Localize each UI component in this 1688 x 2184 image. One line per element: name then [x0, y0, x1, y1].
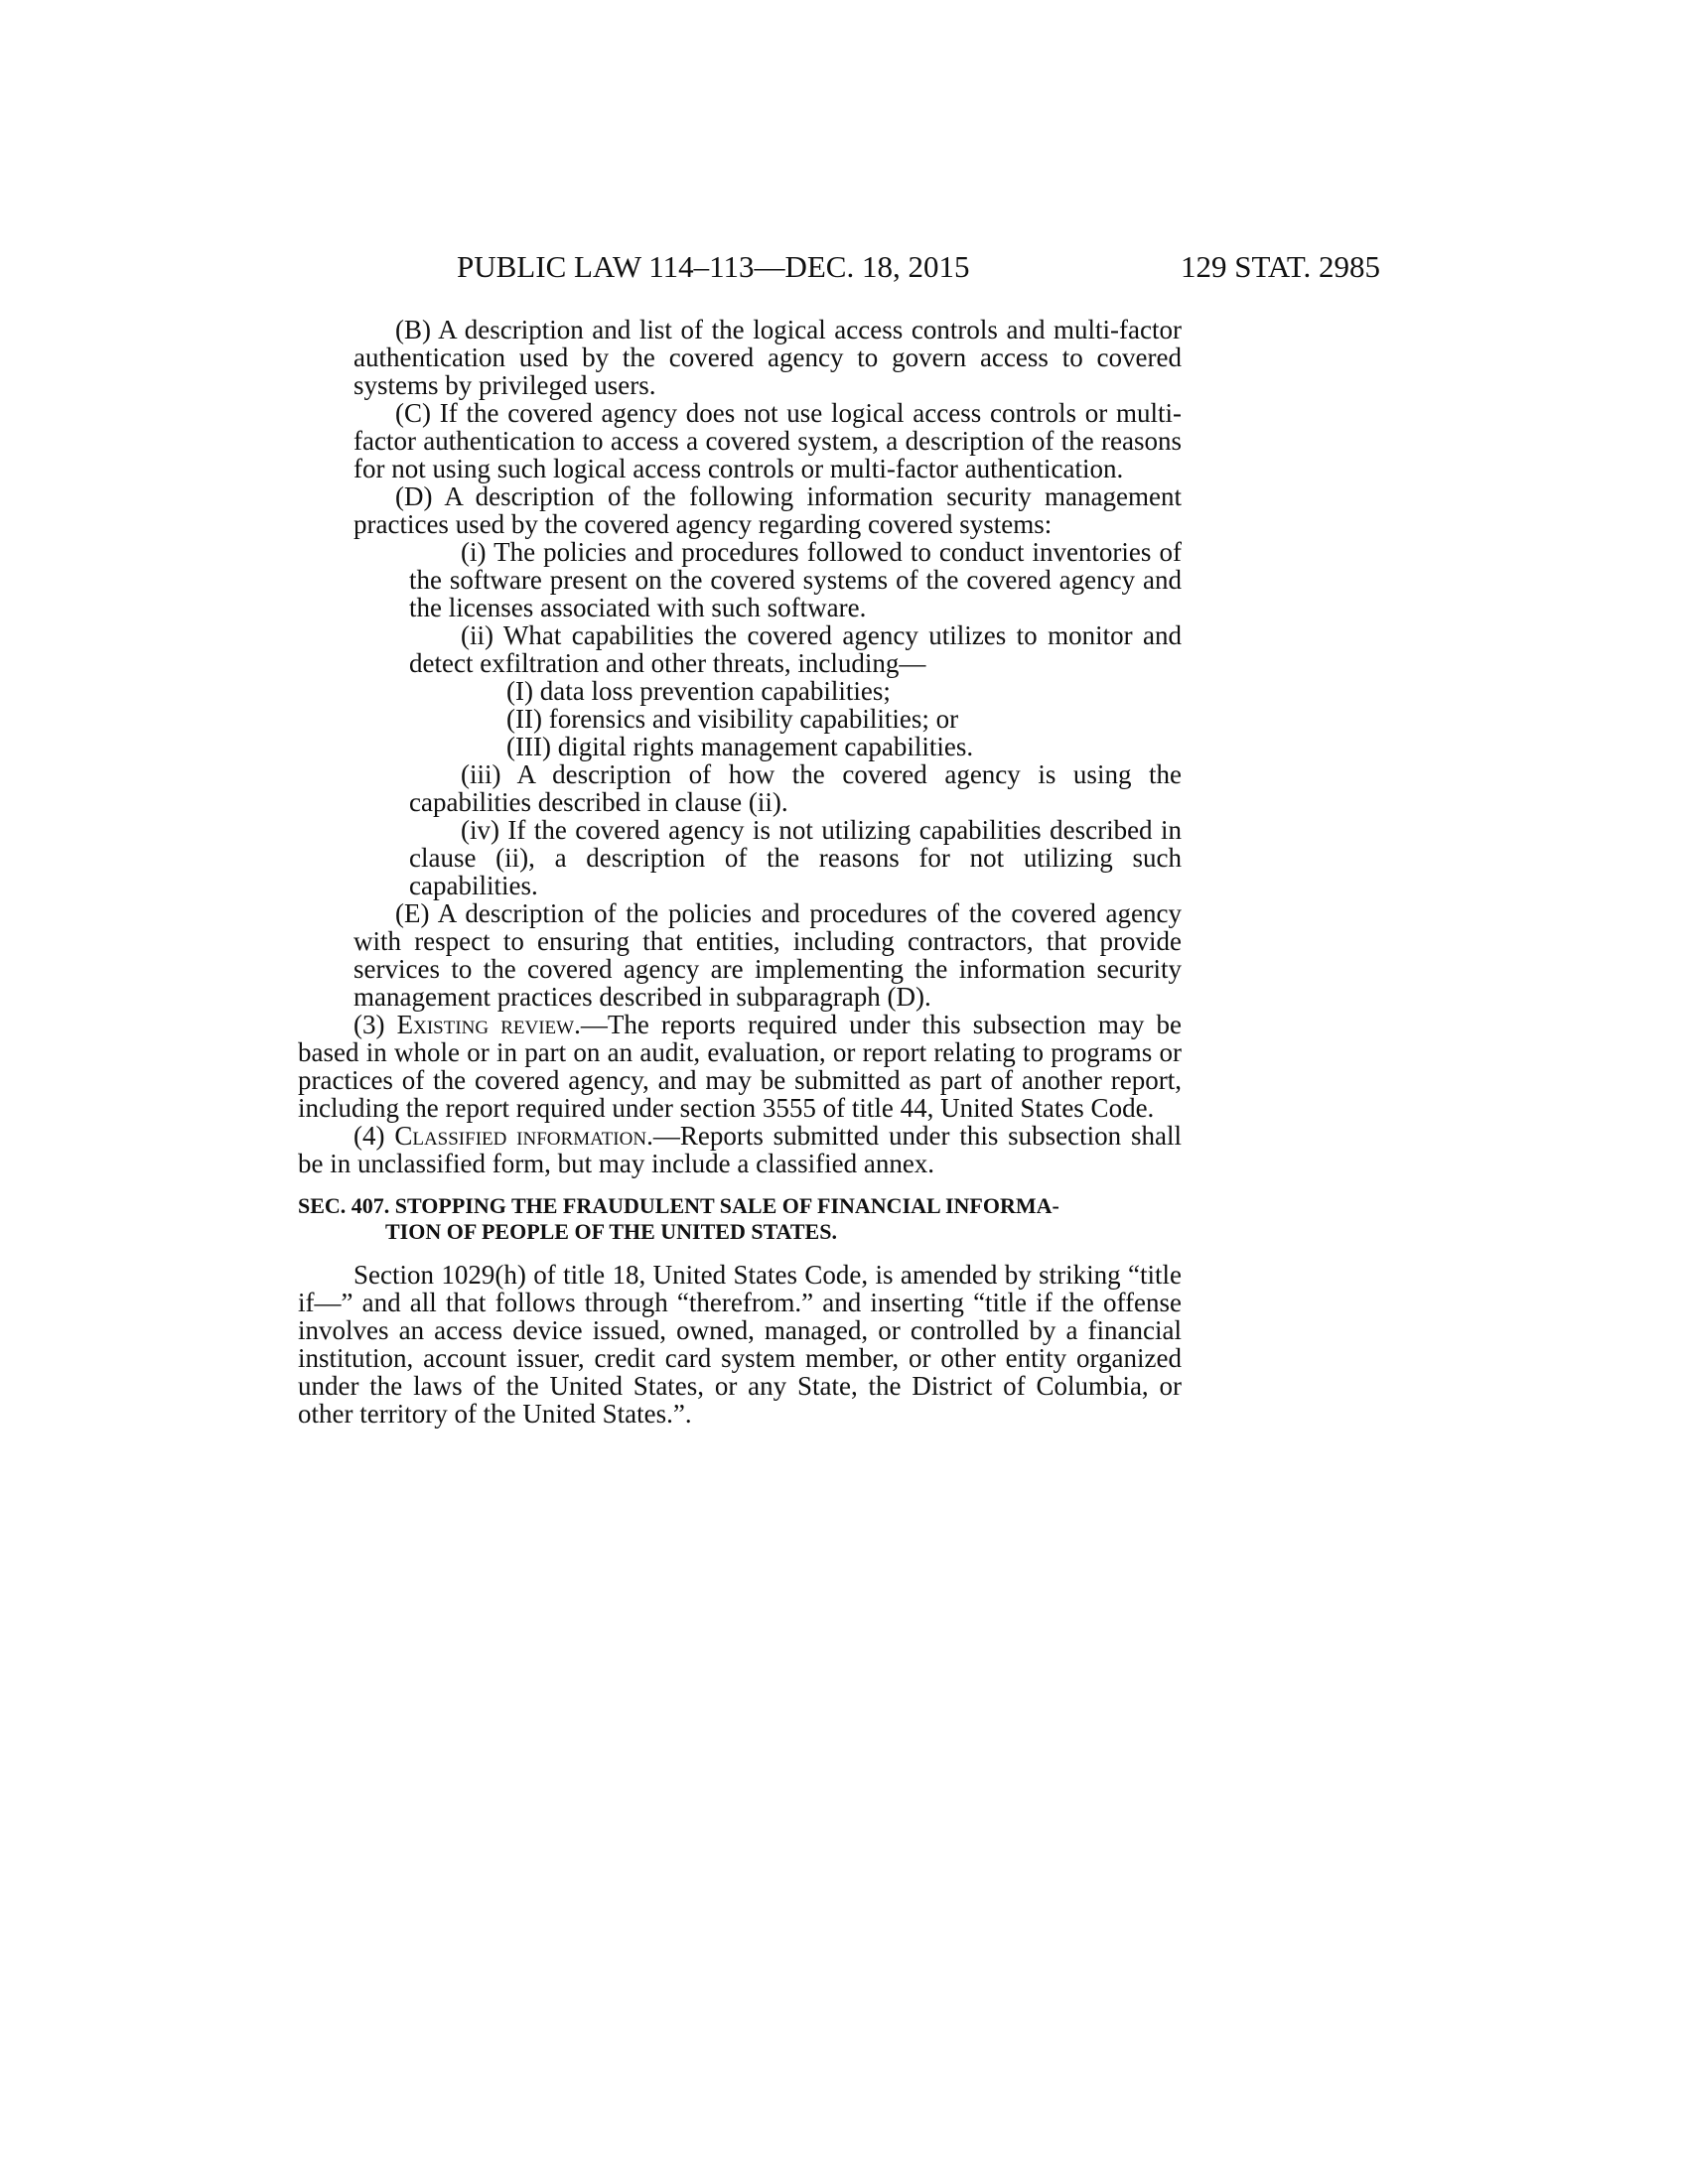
- paragraph-3-number: (3): [353, 1010, 385, 1039]
- paragraph-3-heading: Existing review: [396, 1010, 575, 1039]
- section-heading-line-2: TION OF PEOPLE OF THE UNITED STATES.: [385, 1219, 837, 1244]
- subclause-d-ii-I: (I) data loss prevention capabilities;: [506, 676, 891, 706]
- section-407-text: Section 1029(h) of title 18, United States Code, is amended by striking “title if—” and all that follows through “therefrom.” and inserting “title if the offense involves an access device issued, owned, managed, or controlled by a financial institution, account issuer, credit card system member, or other entity organized under the laws of the United States, or any State, the District of Columbia, or other territory of the United States.”.: [298, 1260, 1182, 1429]
- statute-page-number: 129 STAT. 2985: [1180, 249, 1380, 284]
- public-law-title: PUBLIC LAW 114–113—DEC. 18, 2015: [457, 249, 970, 284]
- section-heading-line-1: SEC. 407. STOPPING THE FRAUDULENT SALE OF FINANCIAL INFORMA-: [298, 1193, 1059, 1218]
- paragraph-4-text: .—Reports submitted under this subsection shall be in unclassified form, but may include a classified annex.: [298, 1121, 1182, 1178]
- clause-d-iii: (iii) A description of how the covered agency is using the capabilities described in clause (ii).: [409, 759, 1182, 817]
- paragraph-4: [298, 1122, 1182, 1177]
- subparagraph-b: (B) A description and list of the logical access controls and multi-factor authentication used by the covered agency to govern access to covered systems by privileged users.: [353, 315, 1182, 400]
- clause-d-ii: (ii) What capabilities the covered agency utilizes to monitor and detect exfiltration and other threats, including—: [409, 620, 1182, 678]
- paragraph-4-number: (4): [353, 1121, 385, 1151]
- clause-d-i: (i) The policies and procedures followed to conduct inventories of the software present on the covered systems of the covered agency and the licenses associated with such software.: [409, 537, 1182, 622]
- paragraph-4-heading: Classified information: [394, 1121, 647, 1151]
- paragraph-3-text: .—The reports required under this subsection may be based in whole or in part on an audit, evaluation, or report relating to programs or practices of the covered agency, and may be submitted as part of another report, including the report required under section 3555 of title 44, United States Code.: [298, 1010, 1182, 1123]
- document-body: [298, 316, 1182, 1428]
- subclause-d-ii-III: (III) digital rights management capabilities.: [506, 732, 974, 761]
- clause-d-iv: (iv) If the covered agency is not utilizing capabilities described in clause (ii), a description of the reasons for not utilizing such capabilities.: [409, 815, 1182, 900]
- paragraph-3: [298, 1011, 1182, 1122]
- subparagraph-d: (D) A description of the following information security management practices used by the covered agency regarding covered systems:: [353, 481, 1182, 539]
- subparagraph-c: (C) If the covered agency does not use logical access controls or multi-factor authentication to access a covered system, a description of the reasons for not using such logical access controls or multi-factor authentication.: [353, 398, 1182, 483]
- subparagraph-e: (E) A description of the policies and procedures of the covered agency with respect to ensuring that entities, including contractors, that provide services to the covered agency are implementing the information security management practices described in subparagraph (D).: [353, 898, 1182, 1012]
- subclause-d-ii-II: (II) forensics and visibility capabilities; or: [506, 704, 959, 734]
- page-header: [298, 244, 1380, 290]
- section-407-heading: [298, 1193, 1182, 1245]
